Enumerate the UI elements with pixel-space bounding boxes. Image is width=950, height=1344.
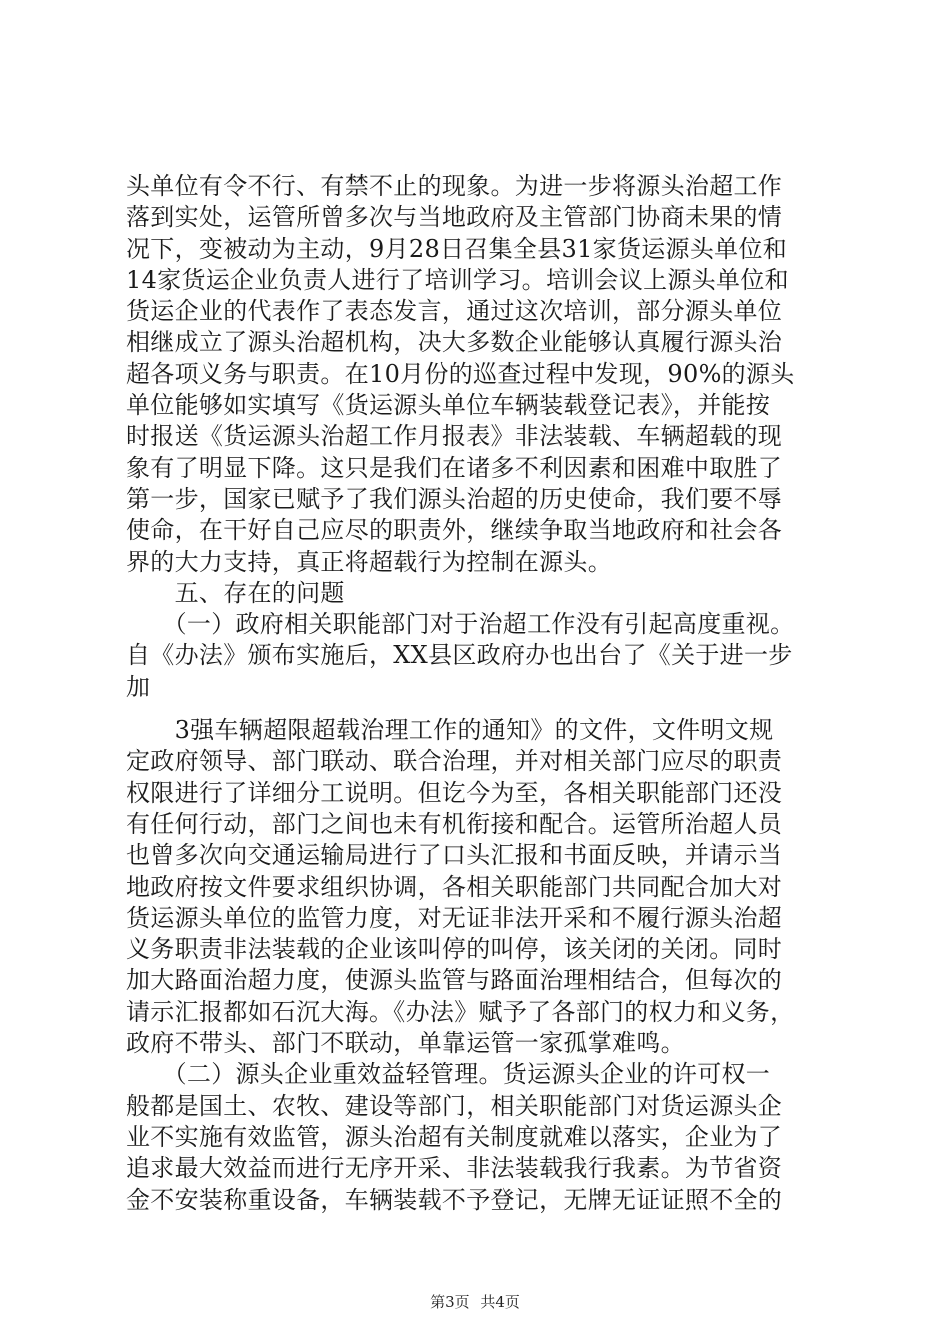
text-line: 义务职责非法装载的企业该叫停的叫停，该关闭的关闭。同时	[126, 935, 783, 964]
text-line: 自《办法》颁布实施后，XX县区政府办也出台了《关于进一步	[126, 641, 793, 670]
text-line: 使命，在干好自己应尽的职责外，继续争取当地政府和社会各	[126, 516, 783, 545]
document-body	[126, 171, 836, 1216]
text-line: 追求最大效益而进行无序开采、非法装载我行我素。为节省资	[126, 1154, 783, 1183]
text-line: 也曾多次向交通运输局进行了口头汇报和书面反映，并请示当	[126, 841, 783, 870]
text-line: 落到实处，运管所曾多次与当地政府及主管部门协商未果的情	[126, 203, 783, 232]
subsection-heading: （一）政府相关职能部门对于治超工作没有引起高度重视。	[126, 610, 795, 639]
section-heading: 五、存在的问题	[126, 578, 345, 607]
page-total: 共4页	[480, 1293, 520, 1311]
text-line: 超各项义务与职责。在10月份的巡查过程中发现，90%的源头	[126, 359, 795, 388]
text-line: 有任何行动，部门之间也未有机衔接和配合。运管所治超人员	[126, 809, 783, 838]
page-footer	[0, 1291, 950, 1312]
text-line: 况下，变被动为主动，9月28日召集全县31家货运源头单位和	[126, 234, 788, 263]
text-line: 14家货运企业负责人进行了培训学习。培训会议上源头单位和	[126, 265, 789, 294]
page-number: 第3页	[430, 1293, 470, 1311]
text-line: 货运企业的代表作了表态发言，通过这次培训，部分源头单位	[126, 297, 783, 326]
text-line: 政府不带头、部门不联动，单靠运管一家孤掌难鸣。	[126, 1029, 685, 1058]
text-line: 请示汇报都如石沉大海。《办法》赋予了各部门的权力和义务，	[126, 997, 795, 1026]
text-line: 地政府按文件要求组织协调，各相关职能部门共同配合加大对	[126, 872, 783, 901]
text-line: 加大路面治超力度，使源头监管与路面治理相结合，但每次的	[126, 966, 783, 995]
text-line: 权限进行了详细分工说明。但讫今为至，各相关职能部门还没	[126, 778, 783, 807]
text-line: 货运源头单位的监管力度，对无证非法开采和不履行源头治超	[126, 903, 783, 932]
text-line: 单位能够如实填写《货运源头单位车辆装载登记表》，并能按	[126, 391, 771, 420]
text-line: 第一步，国家已赋予了我们源头治超的历史使命，我们要不辱	[126, 484, 783, 513]
text-line: 金不安装称重设备，车辆装载不予登记，无牌无证证照不全的	[126, 1185, 783, 1214]
text-line: 相继成立了源头治超机构，决大多数企业能够认真履行源头治	[126, 328, 783, 357]
text-line: 时报送《货运源头治超工作月报表》非法装载、车辆超载的现	[126, 422, 783, 451]
text-line: 象有了明显下降。这只是我们在诸多不利因素和困难中取胜了	[126, 453, 783, 482]
text-line: 定政府领导、部门联动、联合治理，并对相关部门应尽的职责	[126, 747, 783, 776]
text-line: 业不实施有效监管，源头治超有关制度就难以落实，企业为了	[126, 1122, 783, 1151]
subsection-heading: （二）源头企业重效益轻管理。货运源头企业的许可权一	[126, 1060, 771, 1089]
text-line: 3强车辆超限超载治理工作的通知》的文件，文件明文规	[126, 716, 774, 745]
text-line: 头单位有令不行、有禁不止的现象。为进一步将源头治超工作	[126, 172, 783, 200]
text-line: 般都是国土、农牧、建设等部门，相关职能部门对货运源头企	[126, 1091, 783, 1120]
text-line: 界的大力支持，真正将超载行为控制在源头。	[126, 547, 612, 576]
text-line: 加	[126, 672, 151, 701]
